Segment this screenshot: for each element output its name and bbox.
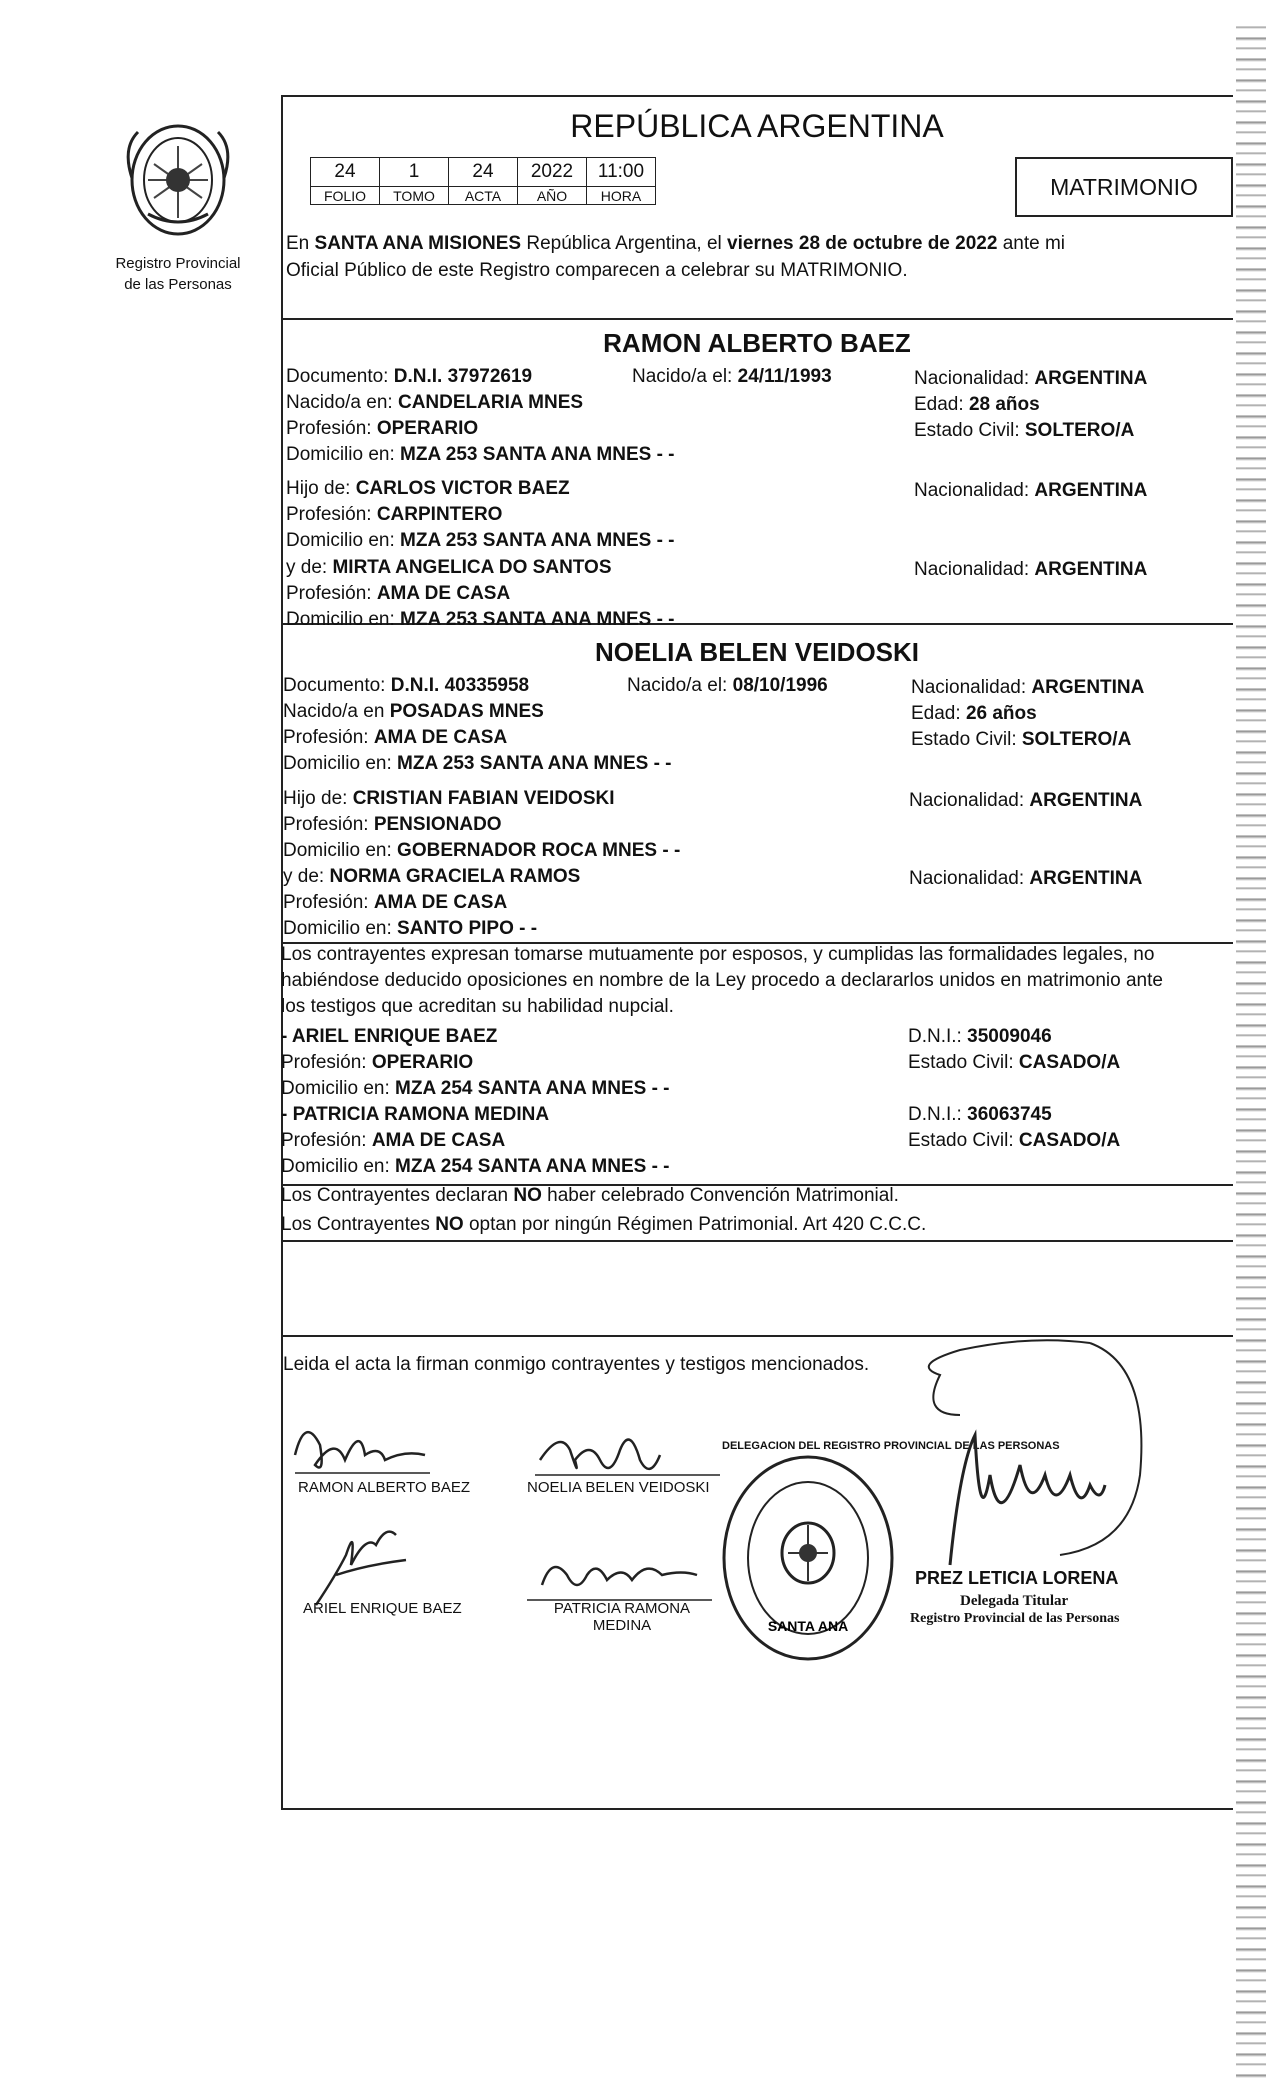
record-type-box	[1015, 157, 1233, 217]
signature-witness1-name: ARIEL ENRIQUE BAEZ	[303, 1600, 462, 1617]
bride-mother-nationality: Nacionalidad: ARGENTINA	[909, 868, 1143, 889]
bride-mother: y de: NORMA GRACIELA RAMOS	[283, 866, 581, 887]
intro-place: SANTA ANA MISIONES	[314, 233, 522, 254]
anio-value: 2022	[518, 158, 587, 187]
witness2-address: Domicilio en: MZA 254 SANTA ANA MNES - -	[281, 1156, 670, 1177]
registry-logo	[108, 118, 248, 293]
witness2-dni: D.N.I.: 36063745	[908, 1104, 1052, 1125]
groom-mother-nationality: Nacionalidad: ARGENTINA	[914, 559, 1148, 580]
witness2-name: - PATRICIA RAMONA MEDINA	[281, 1104, 550, 1125]
official-name: PREZ LETICIA LORENA	[915, 1568, 1119, 1588]
groom-father-profession: Profesión: CARPINTERO	[286, 504, 503, 525]
witness1-profession: Profesión: OPERARIO	[281, 1052, 474, 1073]
folio-value: 24	[311, 158, 380, 187]
hora-label: HORA	[587, 187, 656, 205]
signature-groom-name: RAMON ALBERTO BAEZ	[298, 1479, 470, 1496]
bride-father-address: Domicilio en: GOBERNADOR ROCA MNES - -	[283, 840, 681, 861]
groom-father: Hijo de: CARLOS VICTOR BAEZ	[286, 478, 570, 499]
groom-birthplace: Nacido/a en: CANDELARIA MNES	[286, 392, 584, 413]
groom-civil-status: Estado Civil: SOLTERO/A	[914, 420, 1135, 441]
groom-father-address: Domicilio en: MZA 253 SANTA ANA MNES - -	[286, 530, 675, 551]
bride-address: Domicilio en: MZA 253 SANTA ANA MNES - -	[283, 753, 672, 774]
tomo-label: TOMO	[380, 187, 449, 205]
logo-caption-line2: de las Personas	[124, 276, 232, 293]
divider-regime-end	[281, 1240, 1233, 1242]
bride-mother-profession: Profesión: AMA DE CASA	[283, 892, 508, 913]
official-office: Registro Provincial de las Personas	[910, 1611, 1120, 1626]
divider-bottom	[281, 1808, 1233, 1810]
tomo-value: 1	[380, 158, 449, 187]
groom-mother: y de: MIRTA ANGELICA DO SANTOS	[286, 557, 612, 578]
witness1-address: Domicilio en: MZA 254 SANTA ANA MNES - -	[281, 1078, 670, 1099]
intro-date: viernes 28 de octubre de 2022	[727, 233, 998, 254]
bride-birthplace: Nacido/a en POSADAS MNES	[283, 701, 544, 722]
acta-value: 24	[449, 158, 518, 187]
groom-age: Edad: 28 años	[914, 394, 1040, 415]
intro-text-c: ante mi	[997, 233, 1066, 254]
declaration-line3: los testigos que acreditan su habilidad nupcial.	[281, 996, 674, 1017]
bride-father: Hijo de: CRISTIAN FABIAN VEIDOSKI	[283, 788, 615, 809]
bride-born: Nacido/a el: 08/10/1996	[627, 675, 828, 696]
anio-label: AÑO	[518, 187, 587, 205]
signature-witness2-name-line2: MEDINA	[592, 1617, 652, 1634]
groom-name: RAMON ALBERTO BAEZ	[603, 328, 911, 358]
registry-seal-icon	[720, 1453, 896, 1663]
signature-witness2-name-line1: PATRICIA RAMONA	[553, 1600, 691, 1617]
page-title: REPÚBLICA ARGENTINA	[570, 108, 944, 144]
witness1-civil-status: Estado Civil: CASADO/A	[908, 1052, 1121, 1073]
frame-top-line	[281, 95, 1233, 97]
closing-text: Leida el acta la firman conmigo contrayentes y testigos mencionados.	[283, 1354, 870, 1375]
official-role: Delegada Titular	[960, 1593, 1069, 1609]
groom-born: Nacido/a el: 24/11/1993	[632, 366, 832, 387]
seal-bottom-text: SANTA ANA	[767, 1618, 849, 1634]
groom-nationality: Nacionalidad: ARGENTINA	[914, 368, 1148, 389]
witness1-dni: D.N.I.: 35009046	[908, 1026, 1052, 1047]
signature-bride-name: NOELIA BELEN VEIDOSKI	[527, 1479, 710, 1496]
bride-age: Edad: 26 años	[911, 703, 1037, 724]
intro-line2: Oficial Público de este Registro comparecen a celebrar su MATRIMONIO.	[286, 260, 908, 281]
intro-text-b: República Argentina, el	[521, 233, 728, 254]
signature-groom-icon	[285, 1415, 435, 1485]
intro-line1	[286, 231, 1065, 257]
witness2-profession: Profesión: AMA DE CASA	[281, 1130, 506, 1151]
bride-civil-status: Estado Civil: SOLTERO/A	[911, 729, 1132, 750]
bride-mother-address: Domicilio en: SANTO PIPO - -	[283, 918, 538, 939]
province-emblem-icon	[118, 118, 238, 246]
groom-mother-profession: Profesión: AMA DE CASA	[286, 583, 511, 604]
bride-father-nationality: Nacionalidad: ARGENTINA	[909, 790, 1143, 811]
bride-nationality: Nacionalidad: ARGENTINA	[911, 677, 1145, 698]
seal-text: DELEGACION DEL REGISTRO PROVINCIAL DE LAS PERSONAS	[722, 1440, 1060, 1452]
witness2-civil-status: Estado Civil: CASADO/A	[908, 1130, 1121, 1151]
folio-label: FOLIO	[311, 187, 380, 205]
bride-name: NOELIA BELEN VEIDOSKI	[594, 637, 920, 667]
bride-profession: Profesión: AMA DE CASA	[283, 727, 508, 748]
groom-address: Domicilio en: MZA 253 SANTA ANA MNES - -	[286, 444, 675, 465]
record-type: MATRIMONIO	[1050, 173, 1198, 200]
groom-mother-address: Domicilio en: MZA 253 SANTA ANA MNES - -	[286, 609, 675, 630]
bride-document: Documento: D.N.I. 40335958	[283, 675, 530, 696]
declaration-line1: Los contrayentes expresan tomarse mutuamente por esposos, y cumplidas las formalidades legales, no	[281, 944, 1155, 965]
regime-line2: Los Contrayentes NO optan por ningún Régimen Patrimonial. Art 420 C.C.C.	[281, 1214, 927, 1235]
acta-label: ACTA	[449, 187, 518, 205]
signature-witness2-icon	[522, 1545, 722, 1605]
bride-father-profession: Profesión: PENSIONADO	[283, 814, 502, 835]
groom-profession: Profesión: OPERARIO	[286, 418, 479, 439]
groom-document: Documento: D.N.I. 37972619	[286, 366, 533, 387]
scan-noise-edge	[1236, 20, 1266, 2080]
groom-father-nationality: Nacionalidad: ARGENTINA	[914, 480, 1148, 501]
divider-groom	[281, 318, 1233, 320]
hora-value: 11:00	[587, 158, 656, 187]
record-numbers-table	[310, 157, 656, 205]
declaration-line2: habiéndose deducido oposiciones en nombre de la Ley procedo a declararlos unidos en matrimonio ante	[281, 970, 1163, 991]
signature-witness2-name	[552, 1600, 692, 1634]
logo-caption-line1: Registro Provincial	[115, 255, 241, 272]
regime-line1: Los Contrayentes declaran NO haber celebrado Convención Matrimonial.	[281, 1185, 899, 1206]
intro-text-a: En	[286, 233, 315, 254]
witness1-name: - ARIEL ENRIQUE BAEZ	[281, 1026, 498, 1047]
